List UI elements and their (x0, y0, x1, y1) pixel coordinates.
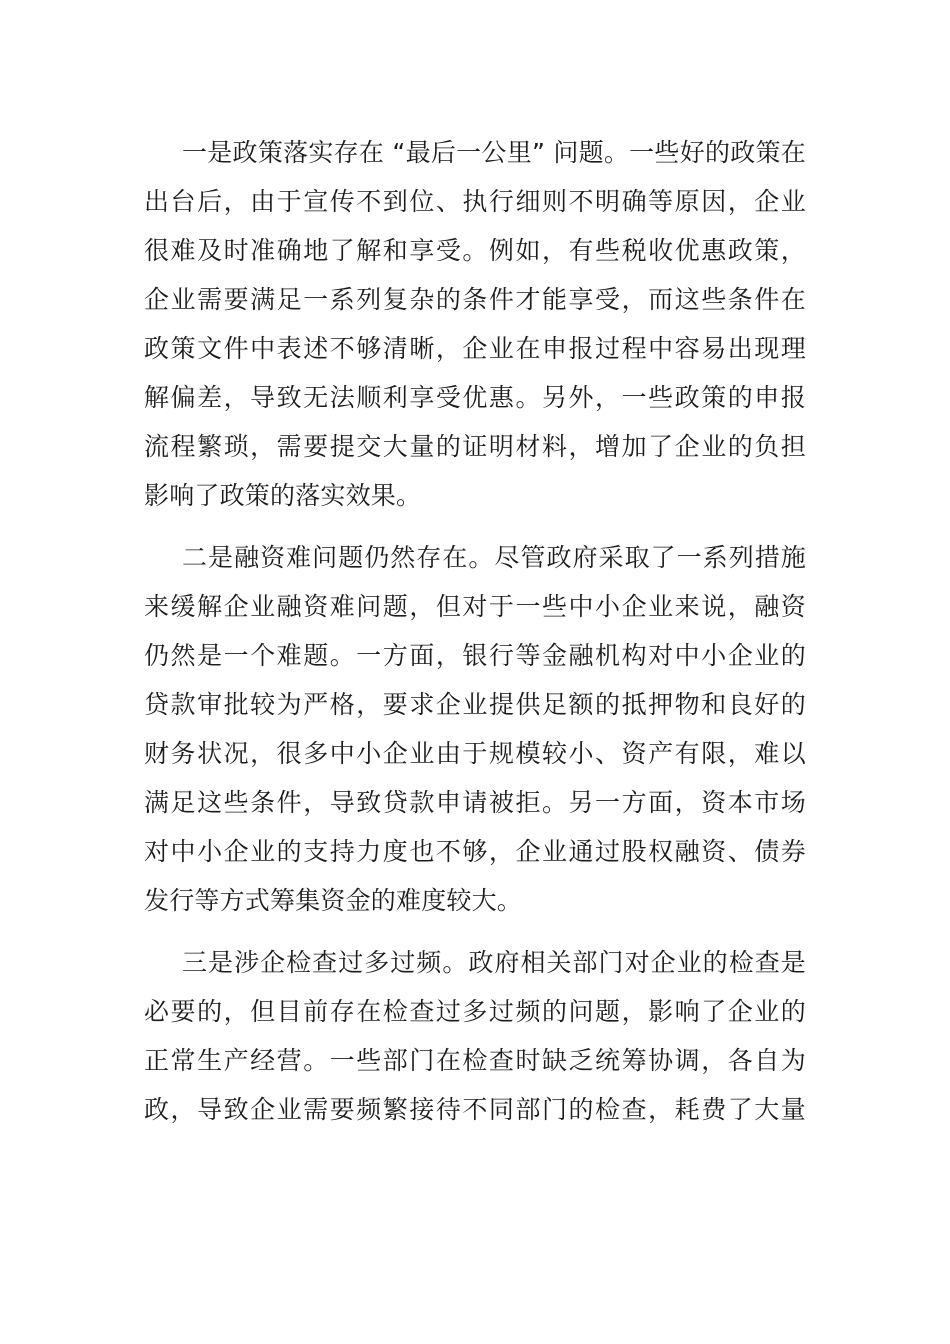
paragraph-line: 解偏差，导致无法顺利享受优惠。另外，一些政策的申报 (144, 383, 806, 412)
paragraph-spacer (144, 925, 806, 938)
paragraph-line: 二是融资难问题仍然存在。尽管政府采取了一系列措施 (182, 543, 806, 572)
paragraph-line: 必要的，但目前存在检查过多过频的问题，影响了企业的 (144, 997, 806, 1026)
paragraph-line: 发行等方式筹集资金的难度较大。 (144, 886, 523, 915)
paragraph-line: 政策文件中表述不够清晰，企业在申报过程中容易出现理 (144, 334, 806, 363)
paragraph-line: 影响了政策的落实效果。 (144, 481, 422, 510)
paragraph-line: 仍然是一个难题。一方面，银行等金融机构对中小企业的 (144, 641, 806, 670)
paragraph-policy-implementation (144, 128, 806, 520)
paragraph-line: 很难及时准确地了解和享受。例如，有些税收优惠政策， (144, 236, 806, 265)
paragraph-line: 对中小企业的支持力度也不够，企业通过股权融资、债券 (144, 837, 806, 866)
paragraph-line: 三是涉企检查过多过频。政府相关部门对企业的检查是 (182, 948, 806, 977)
document-body (144, 128, 806, 1134)
paragraph-inspections (144, 938, 806, 1134)
paragraph-line: 流程繁琐，需要提交大量的证明材料，增加了企业的负担 (144, 432, 806, 461)
paragraph-line: 贷款审批较为严格，要求企业提供足额的抵押物和良好的 (144, 690, 806, 719)
paragraph-line: 正常生产经营。一些部门在检查时缺乏统筹协调，各自为 (144, 1046, 806, 1075)
paragraph-spacer (144, 520, 806, 533)
paragraph-financing (144, 533, 806, 925)
paragraph-line: 满足这些条件，导致贷款申请被拒。另一方面，资本市场 (144, 788, 806, 817)
paragraph-line: 财务状况，很多中小企业由于规模较小、资产有限，难以 (144, 739, 806, 768)
paragraph-line: 一是政策落实存在 “最后一公里” 问题。一些好的政策在 (182, 138, 806, 167)
paragraph-line: 出台后，由于宣传不到位、执行细则不明确等原因，企业 (144, 187, 806, 216)
paragraph-line: 企业需要满足一系列复杂的条件才能享受，而这些条件在 (144, 285, 806, 314)
paragraph-line: 来缓解企业融资难问题，但对于一些中小企业来说，融资 (144, 592, 806, 621)
paragraph-line: 政，导致企业需要频繁接待不同部门的检查，耗费了大量 (144, 1095, 806, 1124)
